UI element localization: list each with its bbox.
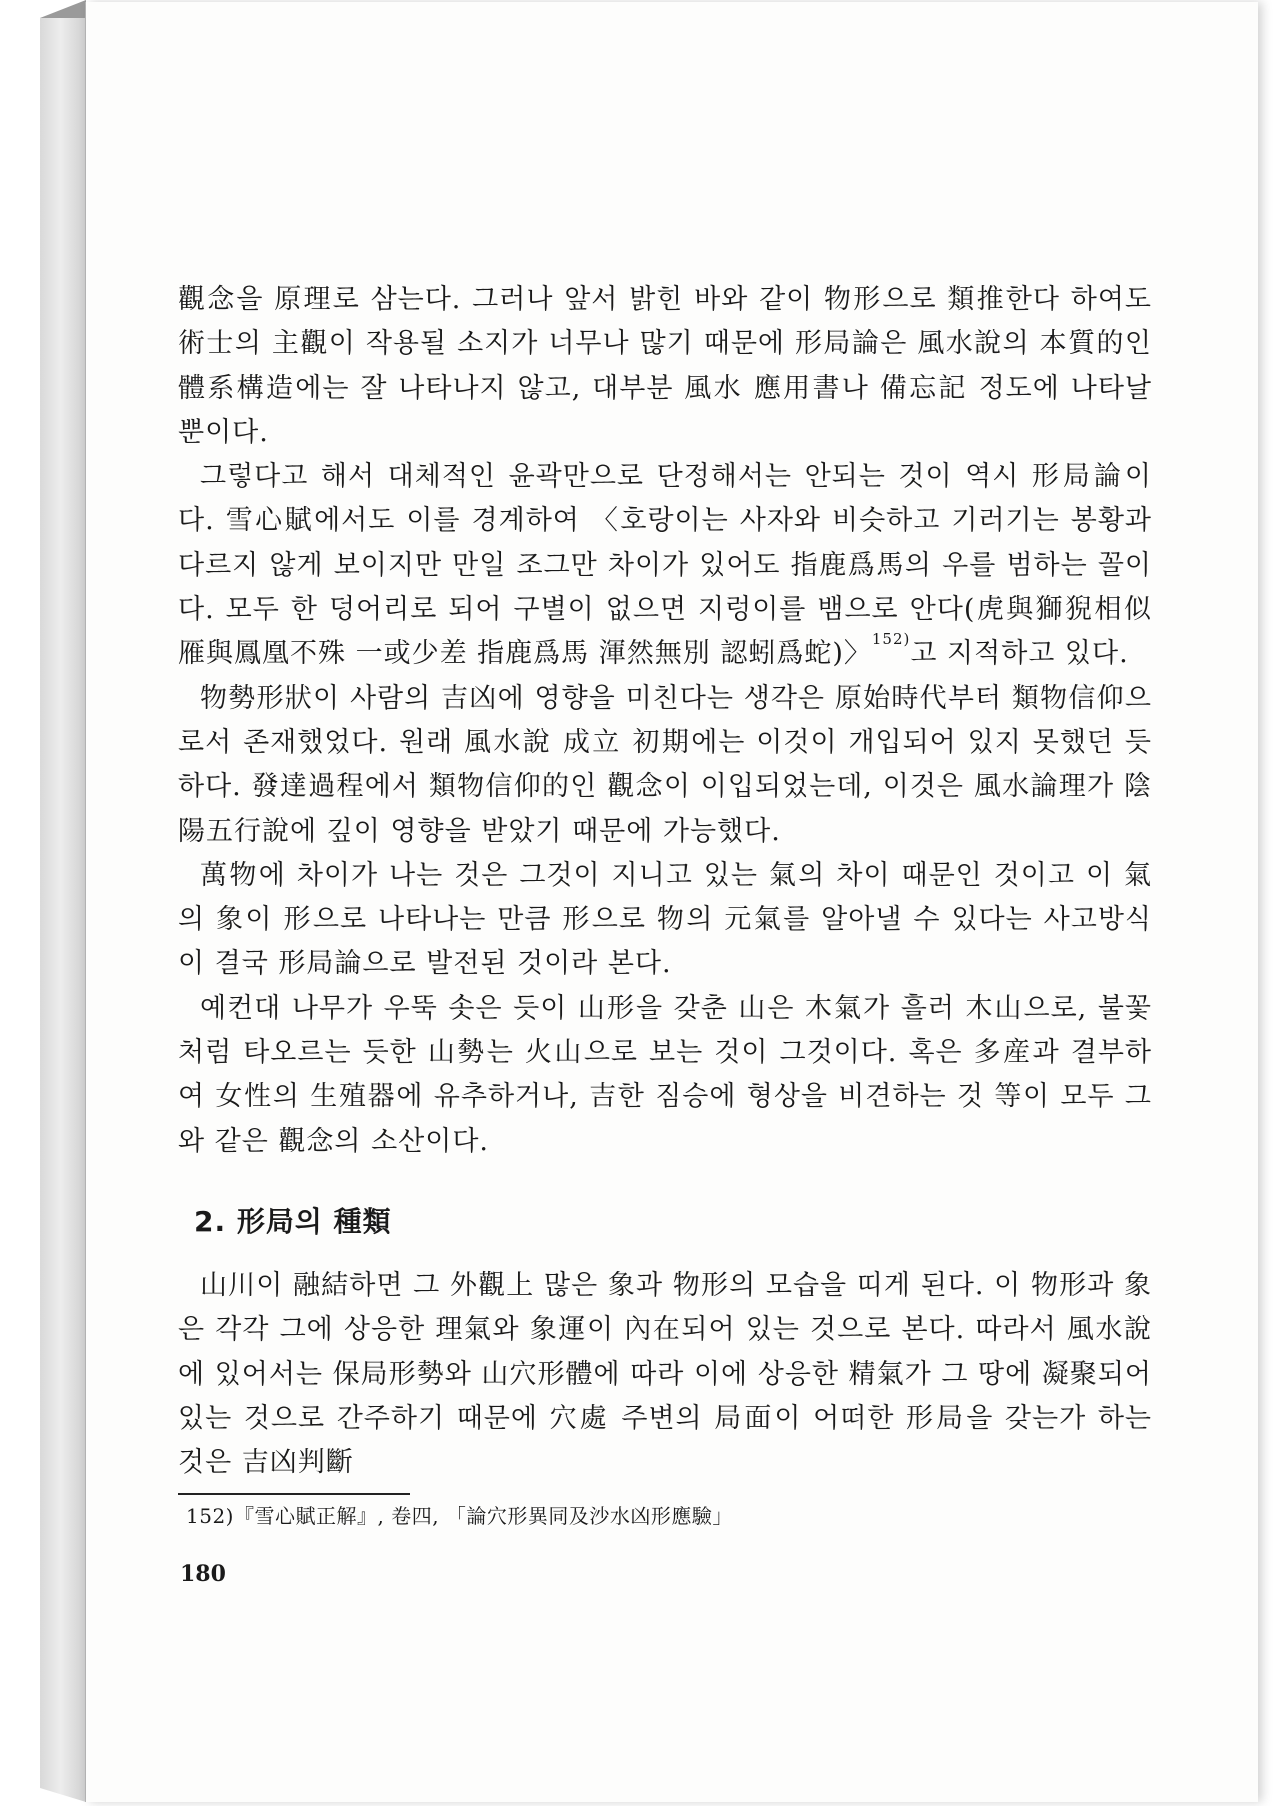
book-side-top-edge (40, 0, 86, 18)
footnote-divider (178, 1493, 410, 1495)
paragraph-3: 物勢形狀이 사람의 吉凶에 영향을 미친다는 생각은 原始時代부터 類物信仰으로서 존재했었다. 원래 風水說 成立 初期에는 이것이 개입되어 있지 못했던 듯하다. 發達過程에서 類物信仰的인 觀念이 이입되었는데, 이것은 風水論理가 陰陽五行說에 깊이 영향을 받았기 때문에 가능했다. (178, 682, 1152, 847)
page-number: 180 (180, 1561, 226, 1588)
section-heading: 2. 形局의 種類 (194, 1204, 392, 1238)
book-side-edge (40, 2, 86, 1802)
paragraph-5: 예컨대 나무가 우뚝 솟은 듯이 山形을 갖춘 山은 木氣가 흘러 木山으로, 불꽃처럼 타오르는 듯한 山勢는 火山으로 보는 것이 그것이다. 혹은 多産과 결부하여 女性의 生殖器에 유추하거나, 吉한 짐승에 형상을 비견하는 것 等이 모두 그와 같은 觀念의 소산이다. (178, 992, 1152, 1157)
paragraph-1: 觀念을 原理로 삼는다. 그러나 앞서 밝힌 바와 같이 物形으로 類推한다 하여도 術士의 主觀이 작용될 소지가 너무나 많기 때문에 形局論은 風水說의 本質的인 體系構造에는 잘 나타나지 않고, 대부분 風水 應用書나 備忘記 정도에 나타날 뿐이다. (178, 284, 1152, 448)
book-page (86, 2, 1258, 1802)
paragraph-2-text: 그렇다고 해서 대체적인 윤곽만으로 단정해서는 안되는 것이 역시 形局論이다. 雪心賦에서도 이를 경계하여 〈호랑이는 사자와 비슷하고 기러기는 봉황과 다르지 않게 보이지만 만일 조그만 차이가 있어도 指鹿爲馬의 우를 범하는 꼴이다. 모두 한 덩어리로 되어 구별이 없으면 지렁이를 뱀으로 안다(虎與獅猊相似 雁與鳳凰不殊 一或少差 指鹿爲馬 渾然無別 認蚓爲蛇)〉 (178, 461, 1152, 670)
paragraph-2 (178, 455, 1152, 676)
paragraph-6: 山川이 融結하면 그 外觀上 많은 象과 物形의 모습을 띠게 된다. 이 物形과 象은 각각 그에 상응한 理氣와 象運이 內在되어 있는 것으로 본다. 따라서 風水說에 있어서는 保局形勢와 山穴形體에 따라 이에 상응한 精氣가 그 땅에 凝聚되어 있는 것으로 간주하기 때문에 穴處 주변의 局面이 어떠한 形局을 갖는가 하는 것은 吉凶判斷 (178, 1269, 1152, 1479)
footnote-152: 152)『雪心賦正解』, 卷四, 「論穴形異同及沙水凶形應驗」 (186, 1504, 733, 1529)
page-body (178, 278, 1152, 1587)
paragraph-2-tail: 고 지적하고 있다. (910, 638, 1129, 670)
paragraph-4: 萬物에 차이가 나는 것은 그것이 지니고 있는 氣의 차이 때문인 것이고 이 氣의 象이 形으로 나타나는 만큼 形으로 物의 元氣를 알아낼 수 있다는 사고방식이 결국 形局論으로 발전된 것이라 본다. (178, 859, 1152, 980)
footnote-ref-152: 152) (871, 630, 911, 649)
